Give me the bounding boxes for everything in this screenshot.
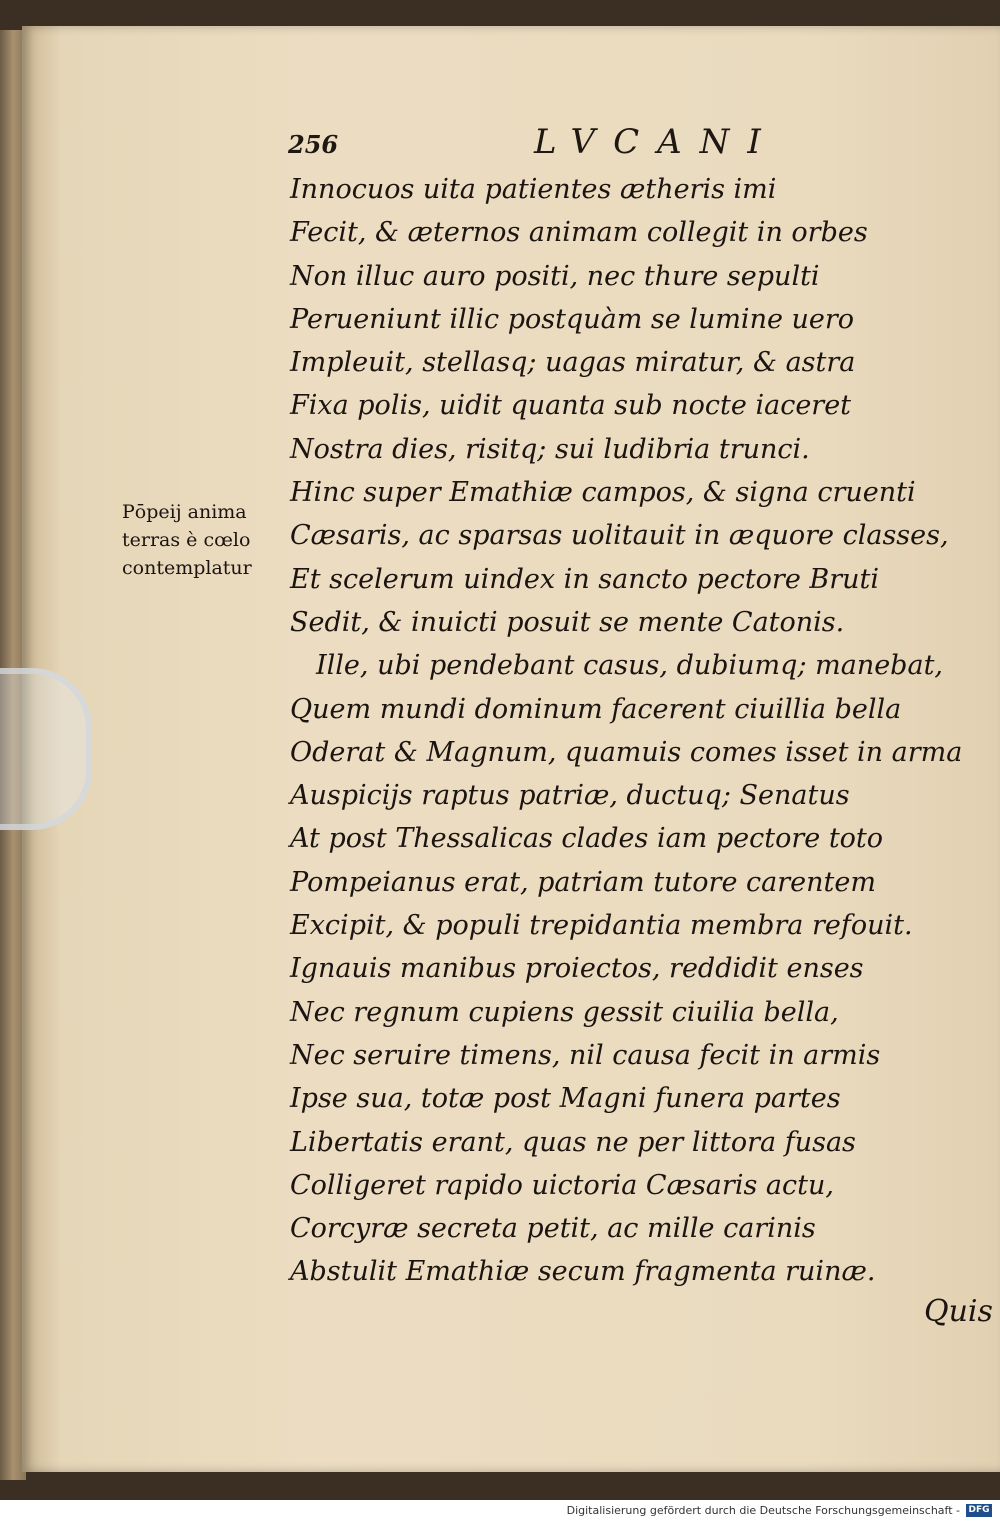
verse-line: Nostra dies, risitq; sui ludibria trunci. [290, 433, 810, 465]
verse-line: Cæsaris, ac sparsas uolitauit in æquore classes, [290, 520, 949, 552]
verse-line: Auspicijs raptus patriæ, ductuq; Senatus [290, 780, 850, 812]
marginal-note-line: Pōpeij anima [122, 501, 247, 523]
verse-line: Nec seruire timens, nil causa fecit in armis [290, 1039, 881, 1071]
verse-block [290, 168, 963, 1294]
marginal-note-line: contemplatur [122, 557, 252, 579]
verse-line: Non illuc auro positi, nec thure sepulti [290, 260, 820, 292]
verse-line: Corcyræ secreta petit, ac mille carinis [290, 1213, 816, 1245]
verse-line: Colligeret rapido uictoria Cæsaris actu, [290, 1169, 834, 1201]
verse-line: Ille, ubi pendebant casus, dubiumq; manebat, [316, 650, 943, 682]
verse-line: At post Thessalicas clades iam pectore toto [290, 823, 884, 855]
marginal-note-line: terras è cœlo [122, 529, 251, 551]
verse-line: Pompeianus erat, patriam tutore carentem [290, 866, 876, 898]
verse-line: Oderat & Magnum, quamuis comes isset in arma [290, 736, 963, 768]
verse-line: Ipse sua, totæ post Magni funera partes [290, 1083, 841, 1115]
verse-line: Perueniunt illic postquàm se lumine uero [290, 303, 855, 335]
catchword: Quis [924, 1294, 993, 1329]
running-title: LVCANI [534, 122, 779, 162]
verse-line: Nec regnum cupiens gessit ciuilia bella, [290, 996, 839, 1028]
verse-line: Innocuos uita patientes ætheris imi [290, 174, 777, 205]
verse-line: Ignauis manibus proiectos, reddidit enses [290, 953, 864, 985]
verse-line: Impleuit, stellasq; uagas miratur, & astra [290, 347, 856, 379]
page-number: 256 [288, 130, 339, 159]
page-clip [0, 668, 92, 830]
verse-line: Fixa polis, uidit quanta sub nocte iaceret [290, 390, 852, 422]
funding-credit: Digitalisierung gefördert durch die Deutsche Forschungsgemeinschaft - [566, 1504, 960, 1517]
marginal-note [122, 498, 288, 582]
verse-line: Libertatis erant, quas ne per littora fusas [290, 1126, 856, 1158]
verse-line: Quem mundi dominum facerent ciuillia bella [290, 693, 902, 725]
dfg-logo-icon: DFG [966, 1504, 992, 1517]
digitization-footer [0, 1500, 1000, 1522]
verse-line: Abstulit Emathiæ secum fragmenta ruinæ. [290, 1256, 876, 1288]
verse-line: Sedit, & inuicti posuit se mente Catonis. [290, 606, 845, 638]
verse-line: Excipit, & populi trepidantia membra refouit. [290, 910, 913, 942]
verse-line: Fecit, & æternos animam collegit in orbes [290, 217, 868, 249]
page-header [288, 122, 808, 162]
verse-line: Hinc super Emathiæ campos, & signa cruenti [290, 477, 916, 509]
verse-line: Et scelerum uindex in sancto pectore Bruti [290, 563, 880, 595]
